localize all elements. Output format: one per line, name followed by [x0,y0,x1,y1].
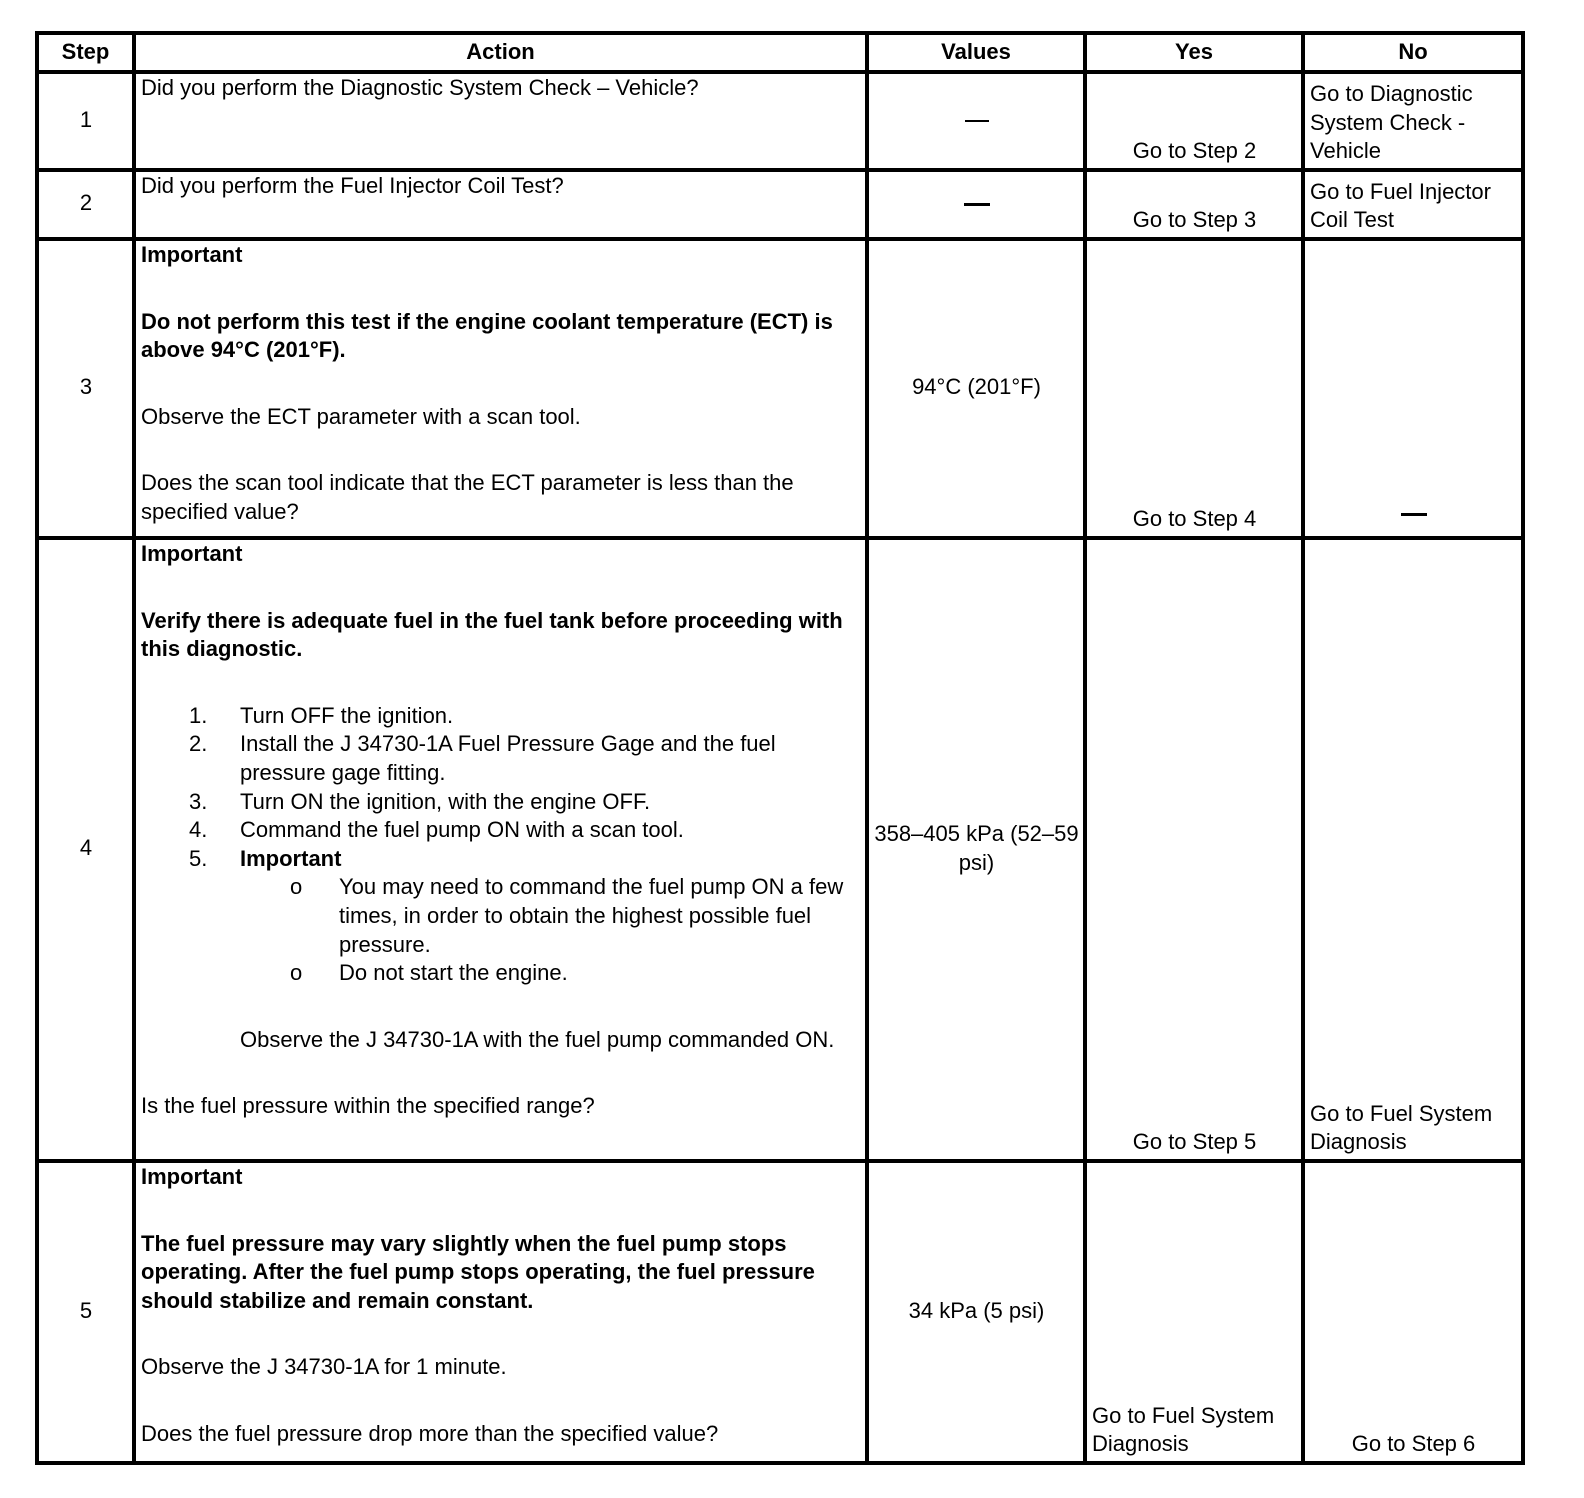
step-number: 5 [37,1161,134,1463]
list-item: 5. Important o You may need to command the fuel pump ON a few times, in order to obtain the highest possible fuel pressure. o Do not start the engine. [141,845,861,988]
warning-text: The fuel pressure may vary slightly when the fuel pump stops operating. After the fuel pump stops operating, the fuel pressure should stabilize and remain constant. [141,1230,815,1313]
important-label: Important [141,541,243,566]
action-cell [134,239,867,538]
yes-cell: Go to Fuel System Diagnosis [1085,1161,1303,1463]
instruction-text: Observe the J 34730-1A for 1 minute. [141,1354,507,1380]
important-label: Important [141,1164,243,1189]
action-cell [134,72,867,170]
yes-cell: Go to Step 4 [1085,239,1303,538]
values-cell: 34 kPa (5 psi) [867,1161,1085,1463]
table-row [37,239,1523,538]
no-cell: Go to Diagnostic System Check - Vehicle [1303,72,1523,170]
no-cell: Go to Step 6 [1303,1161,1523,1463]
table-row [37,72,1523,170]
no-cell: Go to Fuel Injector Coil Test [1303,170,1523,239]
step-number: 4 [37,538,134,1161]
important-label: Important [141,242,243,267]
action-cell [134,1161,867,1463]
header-row [37,33,1523,72]
table-row [37,538,1523,1161]
list-item: 4. Command the fuel pump ON with a scan tool. [189,817,684,843]
list-item: 3. Turn ON the ignition, with the engine OFF. [189,788,651,814]
action-question: Did you perform the Diagnostic System Check – Vehicle? [141,75,699,100]
action-question: Does the scan tool indicate that the ECT parameter is less than the specified value? [141,470,794,524]
step-number: 3 [37,239,134,538]
header-values: Values [867,33,1085,72]
yes-cell: Go to Step 5 [1085,538,1303,1161]
substep-list [141,702,861,988]
value-dash [965,120,989,122]
values-cell [867,72,1085,170]
list-item: 1. Turn OFF the ignition. [189,702,454,728]
list-item: o Do not start the engine. [290,960,568,986]
list-item: 2. Install the J 34730-1A Fuel Pressure Gage and the fuel pressure gage fitting. [189,731,776,785]
header-step: Step [37,33,134,72]
value-dash [964,203,990,206]
no-cell: Go to Fuel System Diagnosis [1303,538,1523,1161]
header-yes: Yes [1085,33,1303,72]
action-question: Does the fuel pressure drop more than the specified value? [141,1420,719,1446]
table-row [37,170,1523,239]
yes-cell: Go to Step 3 [1085,170,1303,239]
bullet-list [240,873,861,987]
values-cell: 358–405 kPa (52–59 psi) [867,538,1085,1161]
list-item: o You may need to command the fuel pump ON a few times, in order to obtain the highest possible fuel pressure. [290,874,844,957]
header-action: Action [134,33,867,72]
table-row [37,1161,1523,1463]
instruction-text: Observe the ECT parameter with a scan tool. [141,403,581,429]
action-cell [134,538,867,1161]
no-cell [1303,239,1523,538]
values-cell [867,170,1085,239]
yes-cell: Go to Step 2 [1085,72,1303,170]
diagnostic-table [35,31,1525,1465]
action-question: Did you perform the Fuel Injector Coil Test? [141,173,564,198]
values-cell: 94°C (201°F) [867,239,1085,538]
action-cell [134,170,867,239]
action-question: Is the fuel pressure within the specified range? [141,1093,595,1119]
warning-text: Verify there is adequate fuel in the fuel tank before proceeding with this diagnostic. [141,607,843,662]
step-number: 2 [37,170,134,239]
step-number: 1 [37,72,134,170]
header-no: No [1303,33,1523,72]
no-dash [1401,513,1427,516]
warning-text: Do not perform this test if the engine coolant temperature (ECT) is above 94°C (201°F). [141,308,833,363]
observe-text: Observe the J 34730-1A with the fuel pump commanded ON. [240,1026,835,1052]
